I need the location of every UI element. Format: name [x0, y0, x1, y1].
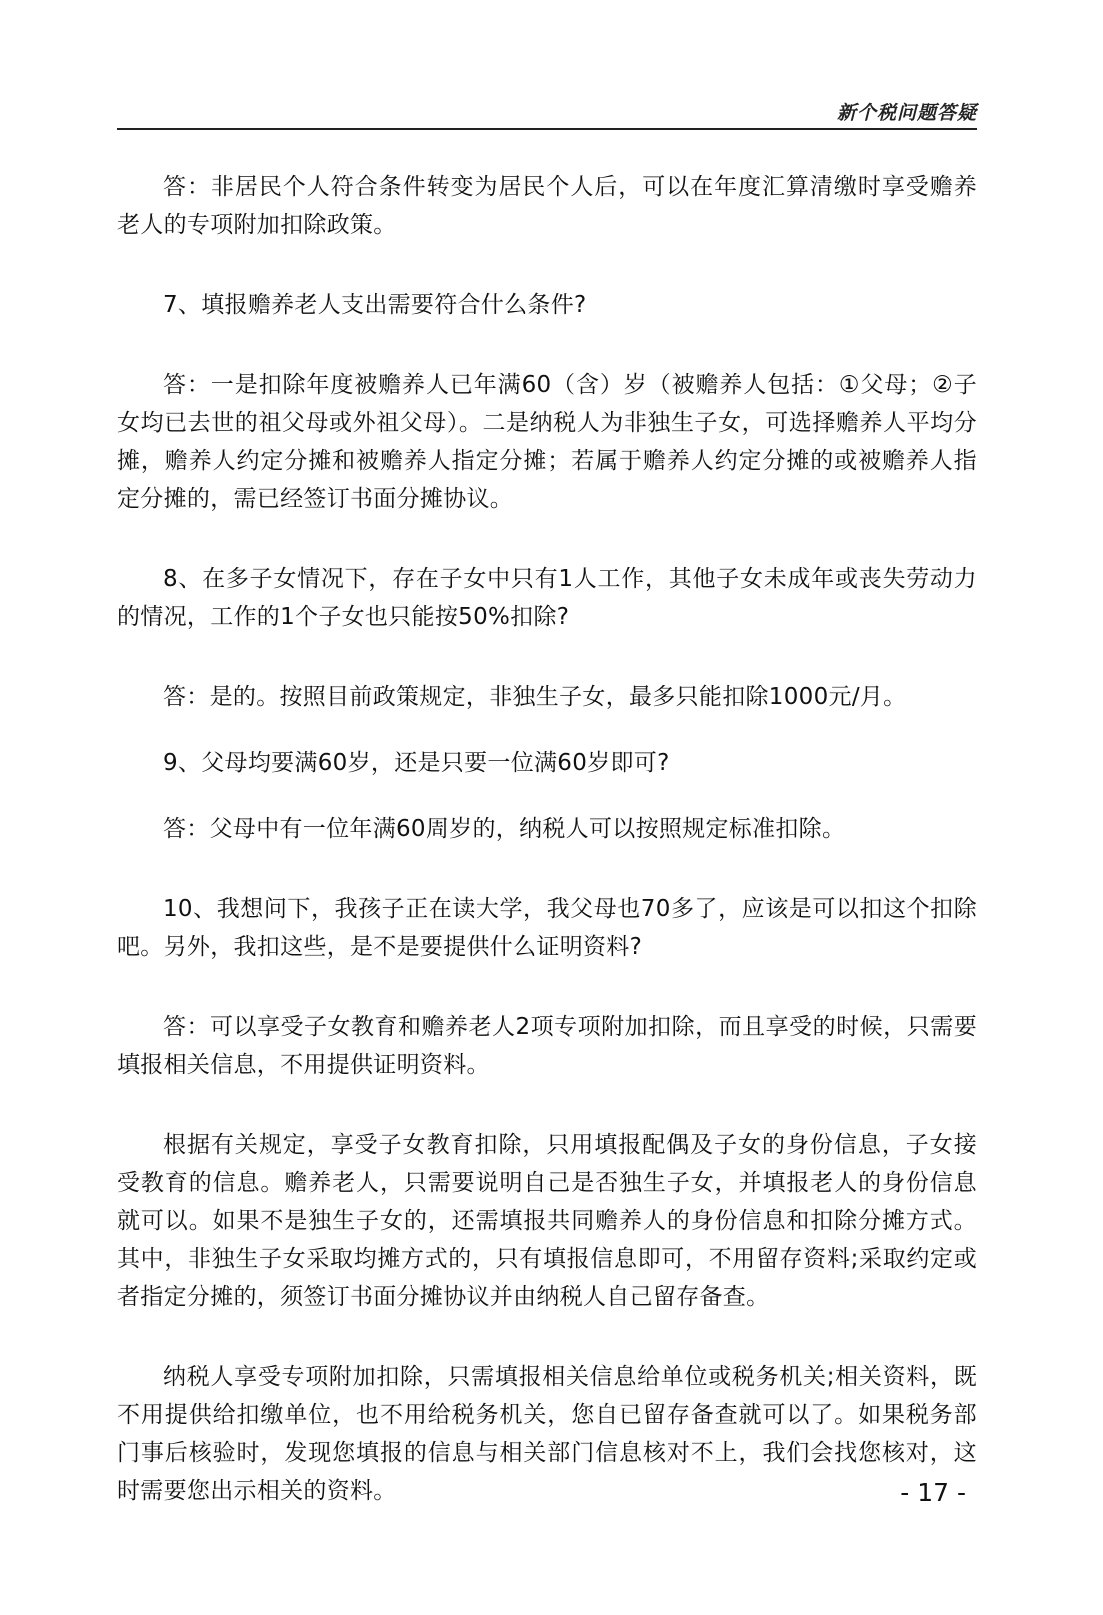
page-number: - 17 -: [900, 1478, 966, 1507]
answer-paragraph: 答：非居民个人符合条件转变为居民个人后，可以在年度汇算清缴时享受赡养老人的专项附加扣除政策。: [117, 174, 977, 238]
document-body: [117, 168, 977, 1510]
answer-paragraph: 答：父母中有一位年满60周岁的，纳税人可以按照规定标准扣除。: [163, 816, 846, 842]
question-paragraph: 9、父母均要满60岁，还是只要一位满60岁即可?: [163, 750, 670, 776]
answer-paragraph: 答：是的。按照目前政策规定，非独生子女，最多只能扣除1000元/月。: [163, 684, 907, 710]
body-paragraph: 纳税人享受专项附加扣除，只需填报相关信息给单位或税务机关;相关资料，既不用提供给扣缴单位，也不用给税务机关，您自已留存备查就可以了。如果税务部门事后核验时，发现您填报的信息与相关部门信息核对不上，我们会找您核对，这时需要您出示相关的资料。: [117, 1364, 977, 1504]
page-header: [117, 96, 977, 130]
question-paragraph: 7、填报赡养老人支出需要符合什么条件?: [163, 292, 587, 318]
question-paragraph: 10、我想问下，我孩子正在读大学，我父母也70多了，应该是可以扣这个扣除吧。另外，我扣这些，是不是要提供什么证明资料?: [117, 896, 977, 960]
header-title: 新个税问题答疑: [836, 102, 977, 124]
answer-paragraph: 答：可以享受子女教育和赡养老人2项专项附加扣除，而且享受的时候，只需要填报相关信息，不用提供证明资料。: [117, 1014, 977, 1078]
body-paragraph: 根据有关规定，享受子女教育扣除，只用填报配偶及子女的身份信息，子女接受教育的信息。赡养老人，只需要说明自己是否独生子女，并填报老人的身份信息就可以。如果不是独生子女的，还需填报共同赡养人的身份信息和扣除分摊方式。其中，非独生子女采取均摊方式的，只有填报信息即可，不用留存资料;采取约定或者指定分摊的，须签订书面分摊协议并由纳税人自己留存备查。: [117, 1132, 977, 1310]
answer-paragraph: 答：一是扣除年度被赡养人已年满60（含）岁（被赡养人包括：①父母；②子女均已去世的祖父母或外祖父母）。二是纳税人为非独生子女，可选择赡养人平均分摊，赡养人约定分摊和被赡养人指定分摊；若属于赡养人约定分摊的或被赡养人指定分摊的，需已经签订书面分摊协议。: [117, 372, 977, 512]
question-paragraph: 8、在多子女情况下，存在子女中只有1人工作，其他子女未成年或丧失劳动力的情况，工作的1个子女也只能按50%扣除?: [117, 566, 977, 630]
